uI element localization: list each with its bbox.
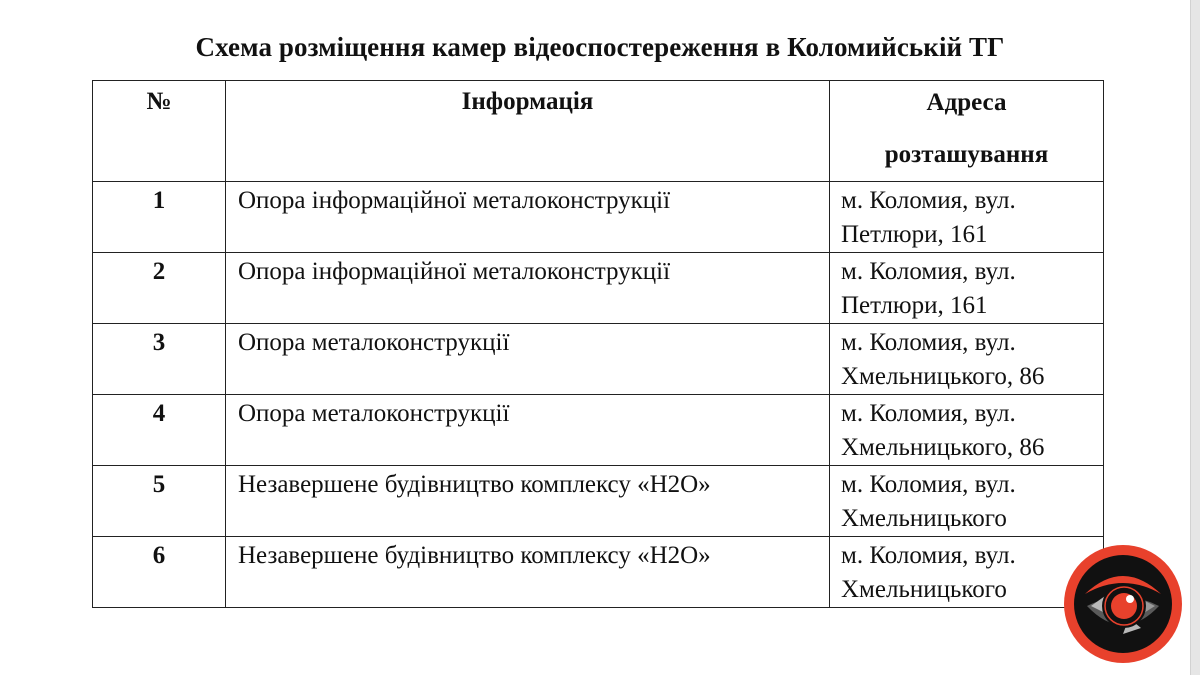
address-line2: Петлюри, 161 — [841, 292, 988, 319]
table-row — [93, 395, 1104, 466]
cell-number: 3 — [93, 324, 226, 395]
cell-number: 2 — [93, 253, 226, 324]
cell-number: 1 — [93, 182, 226, 253]
cell-address — [830, 253, 1104, 324]
table-row — [93, 466, 1104, 537]
cell-address — [830, 182, 1104, 253]
cell-info: Незавершене будівництво комплексу «Н2О» — [226, 466, 830, 537]
address-line2: Хмельницького — [841, 505, 1007, 532]
camera-locations-table — [92, 80, 1104, 608]
address-line2: Хмельницького — [841, 576, 1007, 603]
cell-address — [830, 395, 1104, 466]
header-info: Інформація — [226, 81, 830, 182]
page-side-strip — [1190, 0, 1200, 675]
address-line2: Петлюри, 161 — [841, 221, 988, 248]
header-address-line2: розташування — [884, 141, 1049, 168]
eye-camera-logo-icon — [1063, 544, 1183, 664]
table-row — [93, 182, 1104, 253]
address-line2: Хмельницького, 86 — [841, 434, 1045, 461]
cell-address — [830, 466, 1104, 537]
header-number: № — [93, 81, 226, 182]
address-line1: м. Коломия, вул. — [841, 542, 1016, 569]
table-row — [93, 324, 1104, 395]
address-line2: Хмельницького, 86 — [841, 363, 1045, 390]
cell-info: Опора металоконструкції — [226, 324, 830, 395]
cell-number: 6 — [93, 537, 226, 608]
table-header-row — [93, 81, 1104, 182]
address-line1: м. Коломия, вул. — [841, 400, 1016, 427]
document-title: Схема розміщення камер відеоспостереження в Коломийській ТГ — [195, 32, 1005, 62]
header-address-line1: Адреса — [926, 89, 1007, 116]
cell-address — [830, 324, 1104, 395]
address-line1: м. Коломия, вул. — [841, 329, 1016, 356]
cell-number: 4 — [93, 395, 226, 466]
cell-number: 5 — [93, 466, 226, 537]
table-row — [93, 537, 1104, 608]
cell-info: Опора металоконструкції — [226, 395, 830, 466]
cell-info: Незавершене будівництво комплексу «Н2О» — [226, 537, 830, 608]
address-line1: м. Коломия, вул. — [841, 258, 1016, 285]
cell-info: Опора інформаційної металоконструкції — [226, 253, 830, 324]
table-row — [93, 253, 1104, 324]
header-address — [830, 81, 1104, 182]
address-line1: м. Коломия, вул. — [841, 187, 1016, 214]
cell-info: Опора інформаційної металоконструкції — [226, 182, 830, 253]
address-line1: м. Коломия, вул. — [841, 471, 1016, 498]
